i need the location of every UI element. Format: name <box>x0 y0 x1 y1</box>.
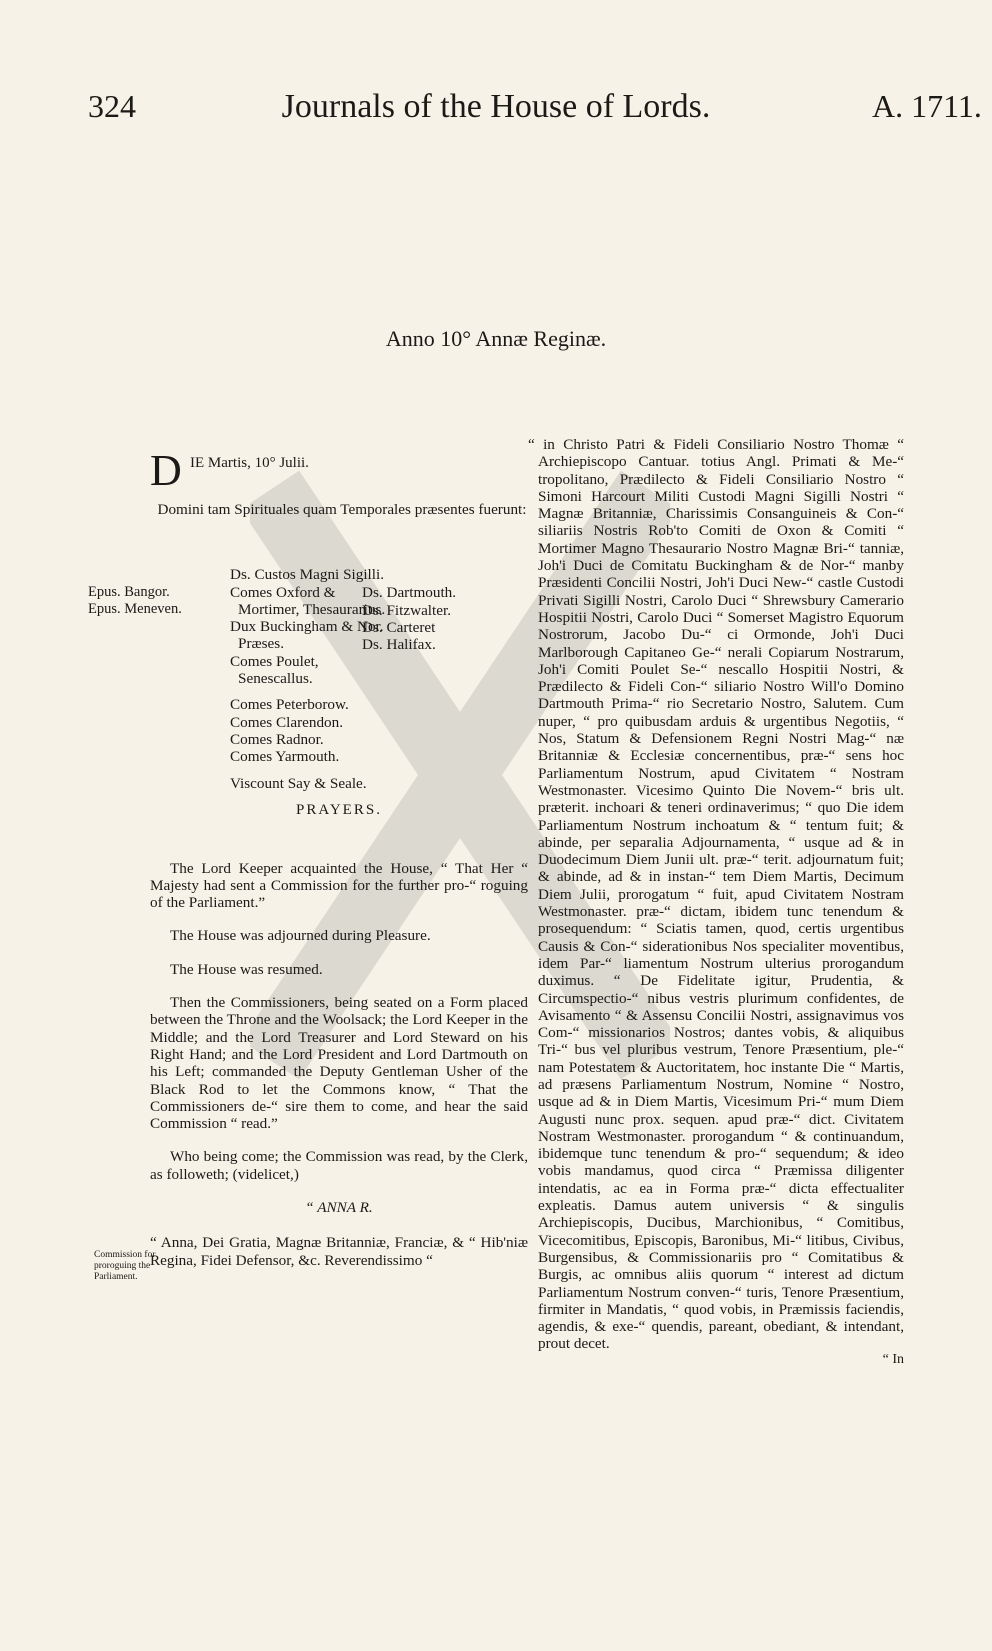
paragraph-resumed: The House was resumed. <box>170 960 323 978</box>
commission-heading: “ ANNA R. <box>305 1199 373 1217</box>
lord-entry: Comes Poulet, Senescallus. <box>230 652 319 688</box>
commission-text: “ in Christo Patri & Fideli Consiliario Nostro Thomæ “ Archiepiscopo Cantuar. totius Angl. Primati & Me-“ tropolitano, Prædilecto & Fideli Consiliario Nostro “ Simoni Harcourt Militi Custodi Magni Sigilli Nostri “ Magnæ Britanniæ, Charissimis Consanguineis & Con-“ siliariis Nostris Rob'to Comiti de Oxon & Comiti “ Mortimer Magno Thesaurario Nostro Magnæ Bri-“ tanniæ, Joh'i Duci de Comitatu Buckingham & de Nor-“ manby Præsidenti Concilii Nostri, Joh'i Duci New-“ castle Custodi Privati Sigilli Nostri, Carolo Duci “ Shrewsbury Camerario Hospitii Nostri, Carolo Duci “ Somerset Magistro Equorum Nostrorum, Jacobo Du-“ ci Ormonde, Joh'i Duci Marlborough Capitaneo Ge-“ nerali Copiarum Nostrarum, Joh'i Comiti Poulet Se-“ nescallo Hospitii Nostri, & Prædilecto & Fideli Con-“ siliario Nostro Will'o Domino Dartmouth Prima-“ rio Secretario Nostro, Salutem. Cum nuper, “ pro quibusdam arduis & urgentibus Negotiis, “ Nos, Statum & Defensionem Regni Nostri Mag-“ næ Britanniæ & Ecclesiæ concernentibus, præ-“ sens hoc Parliamentum Nostrum, apud Civitatem “ Nostram Westmonaster. Vicesimo Quinto Die Novem-“ bris ult. præterit. inchoari & teneri ordinaverimus; “ quo Die idem Parliamentum Nostrum inchoatum & “ tentum fuit; & abinde, per separalia Adjournamenta, “ usque ad & in Duodecimum Diem Junii ult. præ-“ terit. adjournatum fuit; & abinde, ad & in instan-“ tem Diem Martis, Decimum Diem Julii, prorogatum “ fuit, apud Civitatem Nostram Westmonaster. præ-“ dictam, ibidem tunc tenendum & prosequendum: “ Sciatis tamen, quod, certis urgentibus Causis & Con-“ siderationibus Nos specialiter moventibus, idem Par-“ liamentum Nostrum ulterius prorogandum duximus. “ De Fidelitate igitur, Prudentia, & Circumspectio-“ nibus vestris plurimum confidentes, de Avisamento “ & Assensu Concilii Nostri, assignavimus vos Com-“ missionarios Nostros; dantes vobis, & aliquibus Tri-“ bus vel pluribus vestrum, Tenore Præsentium, ple-“ nam Potestatem & Auctoritatem, hoc instante Die “ Martis, ad præsens Parliamentum Nostrum, Nomine “ Nostro, usque ad & in Diem Martis, Vicesimum Pri-“ mum Diem Augusti nunc prox. sequen. apud præ-“ dict. Civitatem Nostram Westmonaster. prorogandum “ & continuandum, ibidemque tunc tenendum & pro-“ sequendum; & ideo vobis mandamus, quod circa “ Præmissa diligenter intendatis, ac ea in Forma præ-“ dicta effectualiter expleatis. Damus autem universis “ & singulis Archiepiscopis, Ducibus, Marchionibus, “ Comitibus, Vicecomitibus, Episcopis, Baronibus, Mi-“ litibus, Civibus, Burgensibus, & Commissionariis pro “ Comitatibus & Burgis, ac omnibus aliis quorum “ interest ad dictum Parliamentum Nostrum conven-“ turis, Tenore Præsentium, firmiter in Mandatis, “ quod vobis, in Præmissis faciendis, agendis, & exe-“ quendis, pareant, obediant, & intendant, prout decet. <box>528 436 904 1353</box>
lord-entry: Comes Yarmouth. <box>230 748 340 766</box>
lord-entry: Ds. Dartmouth. <box>362 584 457 602</box>
lord-entry: Comes Clarendon. <box>230 713 344 731</box>
date-text: IE Martis, 10° Julii. <box>190 455 309 471</box>
year-heading: A. 1711. <box>872 88 982 124</box>
session-heading: Anno 10° Annæ Reginæ. <box>385 326 607 351</box>
attendance-list <box>88 538 528 792</box>
page-number: 324 <box>88 88 136 124</box>
margin-note: Commission for proroguing the Parliament. <box>94 1250 156 1282</box>
lord-entry: Ds. Carteret <box>362 618 436 636</box>
lord-entry: Comes Radnor. <box>230 730 324 748</box>
present-heading: Domini tam Spirituales quam Temporales præsentes fuerunt: <box>157 501 527 518</box>
paragraph-lord-keeper: The Lord Keeper acquainted the House, “ That Her “ Majesty had sent a Commission for the further pro-“ roguing of the Parliament.” <box>150 859 528 912</box>
lord-entry: Ds. Custos Magni Sigilli. <box>230 566 385 584</box>
lord-entry: Ds. Halifax. <box>362 636 436 654</box>
sitting-date <box>150 446 528 497</box>
bishop-meneven: Epus. Meneven. <box>88 601 182 618</box>
lord-entry: Comes Oxford & Mortimer, Thesaurarius. <box>230 583 386 618</box>
paragraph-commission-read: Who being come; the Commission was read, by the Clerk, as followeth; (videlicet,) <box>150 1148 528 1183</box>
commission-opening: “ Anna, Dei Gratia, Magnæ Britanniæ, Franciæ, & “ Hib'niæ Regina, Fidei Defensor, &c. Reverendissimo “ <box>150 1234 528 1269</box>
lord-entry: Ds. Fitzwalter. <box>362 601 452 619</box>
right-column <box>528 436 904 1368</box>
drop-cap: D <box>150 446 182 495</box>
prayers-heading: PRAYERS. <box>296 802 382 819</box>
running-head: Journals of the House of Lords. <box>281 88 711 125</box>
paragraph-adjourned: The House was adjourned during Pleasure. <box>170 927 431 945</box>
lord-entry: Comes Peterborow. <box>230 696 349 714</box>
catchword: “ In <box>882 1351 904 1367</box>
lord-entry: Viscount Say & Seale. <box>230 774 367 792</box>
lord-entry: Dux Buckingham & Nor. Præses. <box>230 618 384 653</box>
lords-right <box>362 584 456 653</box>
paragraph-commissioners: Then the Commissioners, being seated on a Form placed between the Throne and the Woolsack; the Lord Keeper in the Middle; and the Lord Treasurer and Lord Steward on his Right Hand; and the Lord President and Lord Dartmouth on his Left; commanded the Deputy Gentleman Usher of the Black Rod to let the Commons know, “ That the Commissioners de-“ sire them to come, and hear the said Commission “ read.” <box>150 994 528 1133</box>
bishop-bangor: Epus. Bangor. <box>88 584 170 601</box>
